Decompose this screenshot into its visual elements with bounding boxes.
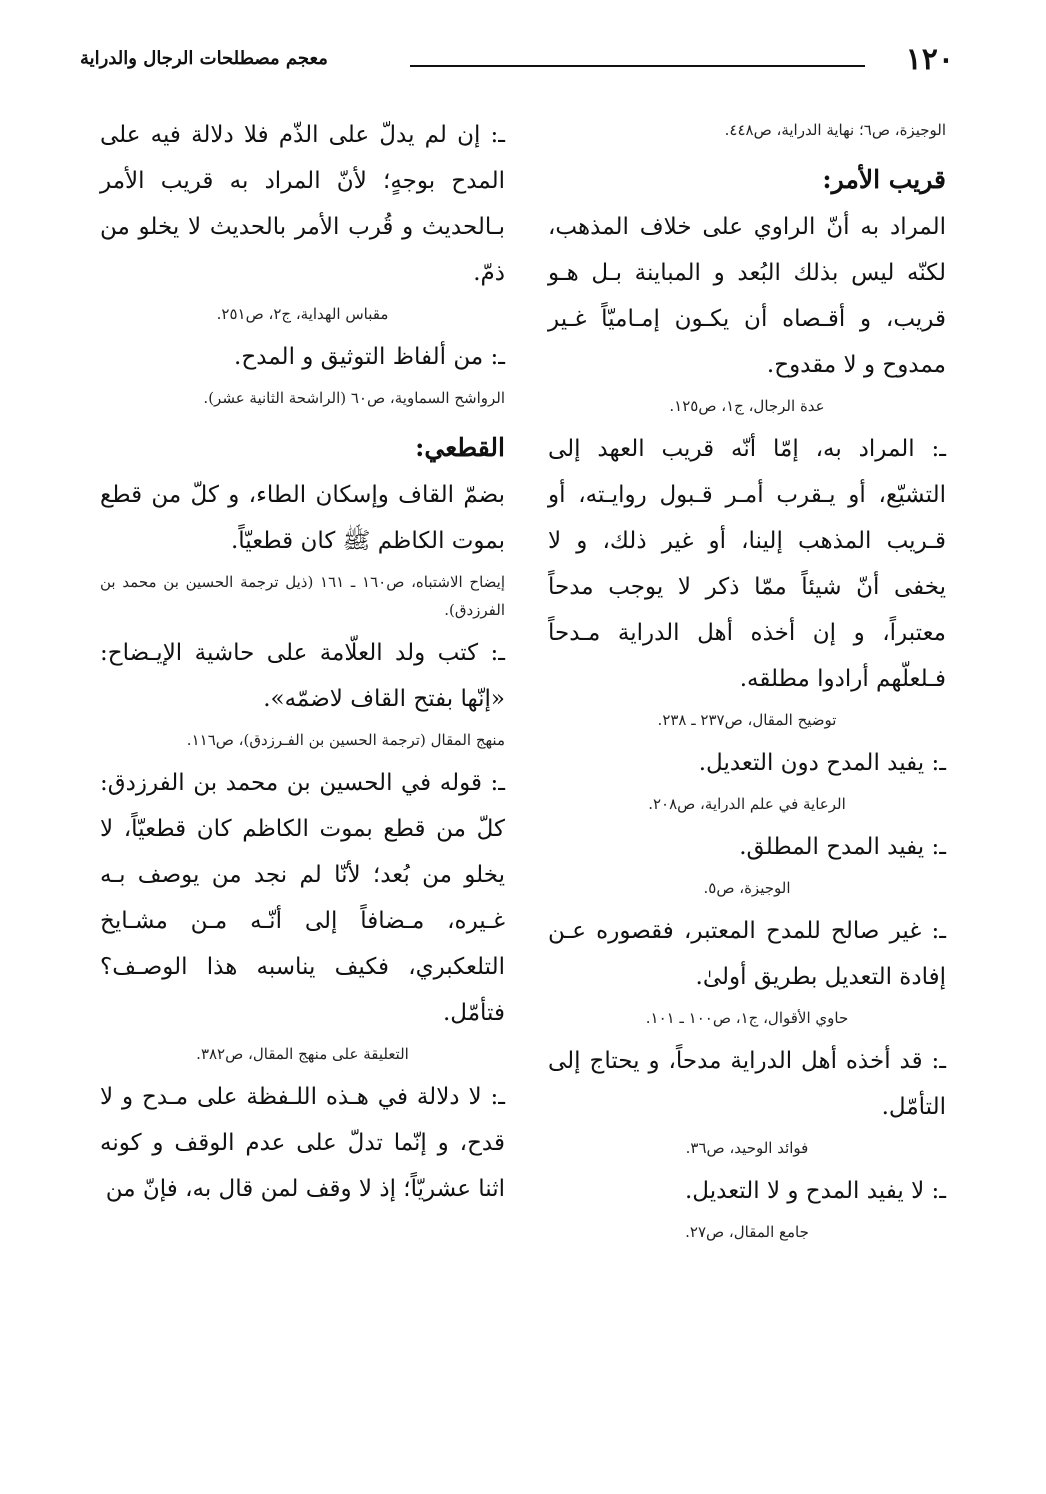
entry-item: ـ: إن لم يدلّ على الذّم فلا دلالة فيه على المدح بوجهٍ؛ لأنّ المراد به قريب الأمر بـالحديث و قُرب الأمر بالحديث لا يخلو من ذمّ.: [100, 122, 505, 286]
entry-item: ـ: من ألفاظ التوثيق و المدح.: [234, 344, 505, 370]
entry-item: ـ: يفيد المدح دون التعديل.: [698, 750, 946, 776]
source-citation: الوجيزة، ص٥.: [703, 879, 791, 897]
entry-definition: بضمّ القاف وإسكان الطاء، و كلّ من قطع بموت الكاظم ﷺ كان قطعيّاً.: [100, 482, 505, 554]
source-citation: منهج المقال (ترجمة الحسين بن الفـرزدق)، ص١١٦.: [186, 731, 505, 749]
entry-definition: المراد به أنّ الراوي على خلاف المذهب، لكنّه ليس بذلك البُعد و المباينة بـل هـو قريب، و أقـصاه أن يكـون إمـاميّاً غـير ممدوح و لا مقدوح.: [548, 214, 946, 378]
source-citation: حاوي الأقوال، ج١، ص١٠٠ ـ ١٠١.: [645, 1009, 849, 1027]
source-citation: جامع المقال، ص٢٧.: [685, 1223, 809, 1241]
entry-item: ـ: غير صالح للمدح المعتبر، فقصوره عـن إفادة التعديل بطريق أولىٰ.: [548, 918, 946, 990]
entry-item: ـ: يفيد المدح المطلق.: [739, 834, 946, 860]
page-number: ١٢٠: [905, 42, 954, 77]
left-column: [100, 112, 505, 1216]
source-citation: الوجيزة، ص٦؛ نهاية الدراية، ص٤٤٨.: [724, 121, 946, 139]
entry-item: ـ: لا دلالة في هـذه اللـفظة على مـدح و لا قدح، و إنّما تدلّ على عدم الوقف و كونه اثنا عشريّاً؛ إذ لا وقف لمن قال به، فإنّ من: [100, 1084, 505, 1202]
source-citation: توضيح المقال، ص٢٣٧ ـ ٢٣٨.: [657, 711, 837, 729]
entry-heading: القطعي:: [415, 433, 505, 462]
page-header: [80, 38, 960, 78]
entry-item: ـ: لا يفيد المدح و لا التعديل.: [685, 1178, 946, 1204]
source-citation: إيضاح الاشتباه، ص١٦٠ ـ ١٦١ (ذيل ترجمة الحسين بن محمد بن الفرزدق).: [100, 573, 506, 619]
source-citation: التعليقة على منهج المقال، ص٣٨٢.: [196, 1045, 409, 1063]
entry-item: ـ: قوله في الحسين بن محمد بن الفرزدق: كلّ من قطع بموت الكاظم كان قطعيّاً، لا يخلو من بُعد؛ لأنّا لم نجد من يوصف بـه غـيره، مـضافاً إلى أنّـه مـن مشـايخ التلعكبري، فكيف يناسبه هذا الوصـف؟ فتأمّل.: [100, 770, 505, 1026]
header-rule: [410, 65, 865, 67]
entry-item: ـ: قد أخذه أهل الدراية مدحاً، و يحتاج إلى التأمّل.: [548, 1048, 946, 1120]
source-citation: الرواشح السماوية، ص٦٠ (الراشحة الثانية عشر).: [203, 389, 505, 407]
source-citation: فوائد الوحيد، ص٣٦.: [685, 1139, 809, 1157]
entry-item: ـ: المراد به، إمّا أنّه قريب العهد إلى التشيّع، أو يـقرب أمـر قـبول روايـته، أو قـريب المذهب إلينا، أو غير ذلك، و لا يخفى أنّ شيئاً ممّا ذكر لا يوجب مدحاً معتبراً، و إن أخذه أهل الدراية مـدحاً فـلعلّهم أرادوا مطلقه.: [548, 436, 946, 692]
right-column: [548, 112, 946, 1252]
entry-item: ـ: كتب ولد العلّامة على حاشية الإيـضاح: «إنّها بفتح القاف لاضمّه».: [100, 640, 505, 712]
running-title: معجم مصطلحات الرجال والدراية: [80, 48, 328, 69]
entry-heading: قريب الأمر:: [822, 165, 946, 194]
source-citation: مقباس الهداية، ج٢، ص٢٥١.: [216, 305, 389, 323]
source-citation: عدة الرجال، ج١، ص١٢٥.: [669, 397, 825, 415]
source-citation: الرعاية في علم الدراية، ص٢٠٨.: [648, 795, 846, 813]
